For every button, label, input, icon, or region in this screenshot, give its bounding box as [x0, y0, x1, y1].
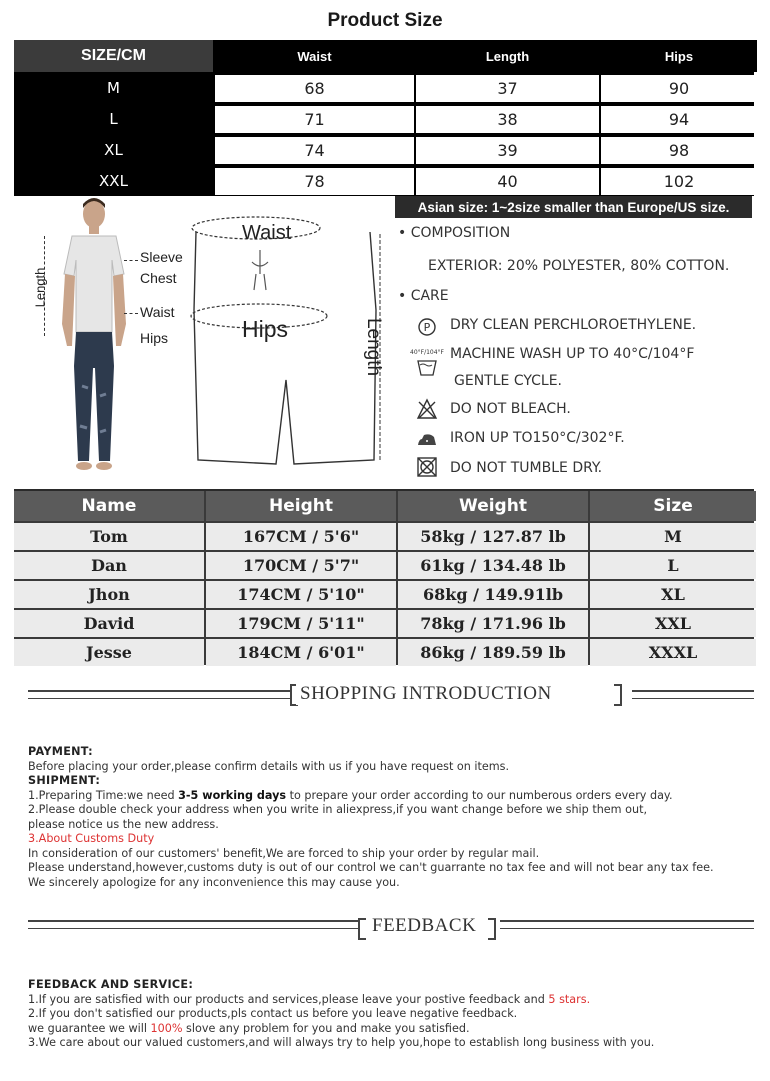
- model-cell-name: Tom: [14, 523, 204, 550]
- hundred-percent-text: 100%: [150, 1021, 183, 1035]
- shorts-length-label: Length: [363, 317, 385, 377]
- customs-duty-heading: 3.About Customs Duty: [28, 832, 155, 845]
- size-cell-length: 39: [416, 137, 599, 164]
- size-cell-hips: 94: [601, 106, 757, 133]
- model-hips-label: Hips: [140, 330, 169, 346]
- divider: [28, 690, 290, 699]
- shipment-1-text-end: to prepare your order according to our numberous orders every day.: [286, 788, 673, 802]
- asian-size-note: Asian size: 1~2size smaller than Europe/US size.: [395, 196, 752, 218]
- composition-text: EXTERIOR: 20% POLYESTER, 80% COTTON.: [428, 258, 730, 274]
- feedback-1-text: 1.If you are satisfied with our products and services,please leave your postive feedback and: [28, 992, 549, 1006]
- sleeve-marker: [124, 260, 138, 261]
- model-cell-size: XXL: [590, 610, 756, 637]
- size-cell-hips: 102: [601, 168, 757, 195]
- size-row-label: XL: [14, 134, 213, 165]
- size-cell-length: 37: [416, 75, 599, 102]
- model-cell-height: 170CM / 5'7": [206, 552, 396, 579]
- feedback-section-title: FEEDBACK: [368, 915, 480, 937]
- feedback-info: [28, 978, 758, 1051]
- care-item-no-tumble-dry: DO NOT TUMBLE DRY.: [450, 460, 603, 476]
- model-cell-weight: 61kg / 134.48 lb: [398, 552, 588, 579]
- feedback-heading: FEEDBACK AND SERVICE:: [28, 978, 194, 991]
- size-cell-waist: 78: [215, 168, 414, 195]
- feedback-3-text-end: slove any problem for you and make you satisfied.: [182, 1021, 470, 1035]
- no-tumble-dry-icon: [414, 456, 440, 478]
- model-header-name: Name: [14, 491, 204, 521]
- size-cell-length: 38: [416, 106, 599, 133]
- wash-temp-text: 40°F/104°F: [410, 349, 444, 356]
- model-cell-weight: 58kg / 127.87 lb: [398, 523, 588, 550]
- model-header-size: Size: [590, 491, 756, 521]
- size-cell-waist: 68: [215, 75, 414, 102]
- machine-wash-icon: [410, 345, 444, 381]
- size-cell-hips: 98: [601, 137, 757, 164]
- size-table-header-waist: Waist: [215, 40, 414, 72]
- payment-heading: PAYMENT:: [28, 745, 93, 758]
- model-header-height: Height: [206, 491, 396, 521]
- size-row-label: XXL: [14, 165, 213, 196]
- model-cell-size: XL: [590, 581, 756, 608]
- model-cell-height: 179CM / 5'11": [206, 610, 396, 637]
- model-sleeve-label: Sleeve: [140, 249, 183, 265]
- model-cell-height: 174CM / 5'10": [206, 581, 396, 608]
- care-item-machine-wash: MACHINE WASH UP TO 40°C/104°F: [450, 346, 695, 362]
- size-table-header-size: SIZE/CM: [14, 40, 213, 72]
- size-row-label: M: [14, 72, 213, 103]
- divider: [358, 918, 366, 940]
- iron-icon: [414, 428, 440, 450]
- model-waist-label: Waist: [140, 304, 175, 320]
- size-cell-hips: 90: [601, 75, 757, 102]
- size-cell-waist: 71: [215, 106, 414, 133]
- shopping-info: [28, 745, 758, 890]
- size-cell-length: 40: [416, 168, 599, 195]
- care-title: • CARE: [398, 288, 449, 304]
- model-figure-illustration: [42, 196, 142, 486]
- composition-title: • COMPOSITION: [398, 225, 511, 241]
- shopping-section-title: SHOPPING INTRODUCTION: [296, 683, 556, 705]
- size-table-header-length: Length: [416, 40, 599, 72]
- shopping-section-header: [28, 684, 754, 708]
- model-cell-name: Dan: [14, 552, 204, 579]
- page-title: Product Size: [327, 10, 443, 31]
- customs-duty-line-2: Please understand,however,customs duty is out of our control we can't guarrante no tax fee and will not bear any tax fee.: [28, 861, 714, 874]
- model-cell-name: David: [14, 610, 204, 637]
- model-cell-size: L: [590, 552, 756, 579]
- shipment-1-text: 1.Preparing Time:we need: [28, 788, 179, 802]
- feedback-item-2: 2.If you don't satisfied our products,pls contact us before you leave negative feedback.: [28, 1007, 518, 1020]
- care-item-iron: IRON UP TO150°C/302°F.: [450, 430, 625, 446]
- divider: [500, 920, 754, 929]
- waist-marker: [124, 313, 138, 314]
- divider: [632, 690, 754, 699]
- shipment-item-2b: please notice us the new address.: [28, 817, 219, 831]
- care-item-dry-clean: DRY CLEAN PERCHLOROETHYLENE.: [450, 317, 697, 333]
- model-cell-weight: 78kg / 171.96 lb: [398, 610, 588, 637]
- shipment-item-1: [28, 789, 758, 804]
- customs-duty-line-1: In consideration of our customers' benefit,We are forced to ship your order by regular mail.: [28, 846, 540, 860]
- shorts-waist-label: Waist: [242, 222, 292, 244]
- model-cell-name: Jesse: [14, 639, 204, 666]
- model-table: [14, 489, 754, 665]
- model-cell-name: Jhon: [14, 581, 204, 608]
- five-stars-text: 5 stars.: [548, 992, 591, 1006]
- no-bleach-icon: [414, 398, 440, 420]
- model-chest-label: Chest: [140, 270, 177, 286]
- model-cell-size: M: [590, 523, 756, 550]
- divider: [614, 684, 622, 706]
- size-cell-waist: 74: [215, 137, 414, 164]
- shipment-heading: SHIPMENT:: [28, 774, 101, 787]
- size-table-header-hips: Hips: [601, 40, 757, 72]
- feedback-item-1: [28, 993, 758, 1008]
- model-cell-height: 167CM / 5'6": [206, 523, 396, 550]
- feedback-3-text: we guarantee we will: [28, 1021, 151, 1035]
- model-cell-size: XXXL: [590, 639, 756, 666]
- dry-clean-icon: [414, 316, 440, 338]
- model-length-label: Length: [32, 267, 48, 308]
- model-cell-weight: 68kg / 149.91lb: [398, 581, 588, 608]
- shipment-item-2: 2.Please double check your address when you write in aliexpress,if you want change before we ship them out,: [28, 803, 648, 816]
- divider: [488, 918, 496, 940]
- model-header-weight: Weight: [398, 491, 588, 521]
- size-row-label: L: [14, 103, 213, 134]
- size-table: [14, 40, 754, 196]
- care-item-no-bleach: DO NOT BLEACH.: [450, 401, 571, 417]
- feedback-section-header: [28, 914, 754, 938]
- measurement-diagram: [14, 196, 754, 486]
- shorts-hips-label: Hips: [242, 316, 289, 342]
- feedback-item-3: [28, 1022, 758, 1037]
- care-item-gentle-cycle: GENTLE CYCLE.: [454, 373, 563, 389]
- divider: [28, 920, 358, 929]
- svg-text:P: P: [423, 321, 431, 334]
- model-cell-weight: 86kg / 189.59 lb: [398, 639, 588, 666]
- shipment-days: 3-5 working days: [178, 788, 287, 802]
- model-cell-height: 184CM / 6'01": [206, 639, 396, 666]
- feedback-item-4: 3.We care about our valued customers,and will always try to help you,hope to establish long business with you.: [28, 1036, 655, 1049]
- payment-text: Before placing your order,please confirm details with us if you have request on items.: [28, 759, 510, 773]
- customs-duty-line-3: We sincerely apologize for any inconvenience this may cause you.: [28, 875, 400, 889]
